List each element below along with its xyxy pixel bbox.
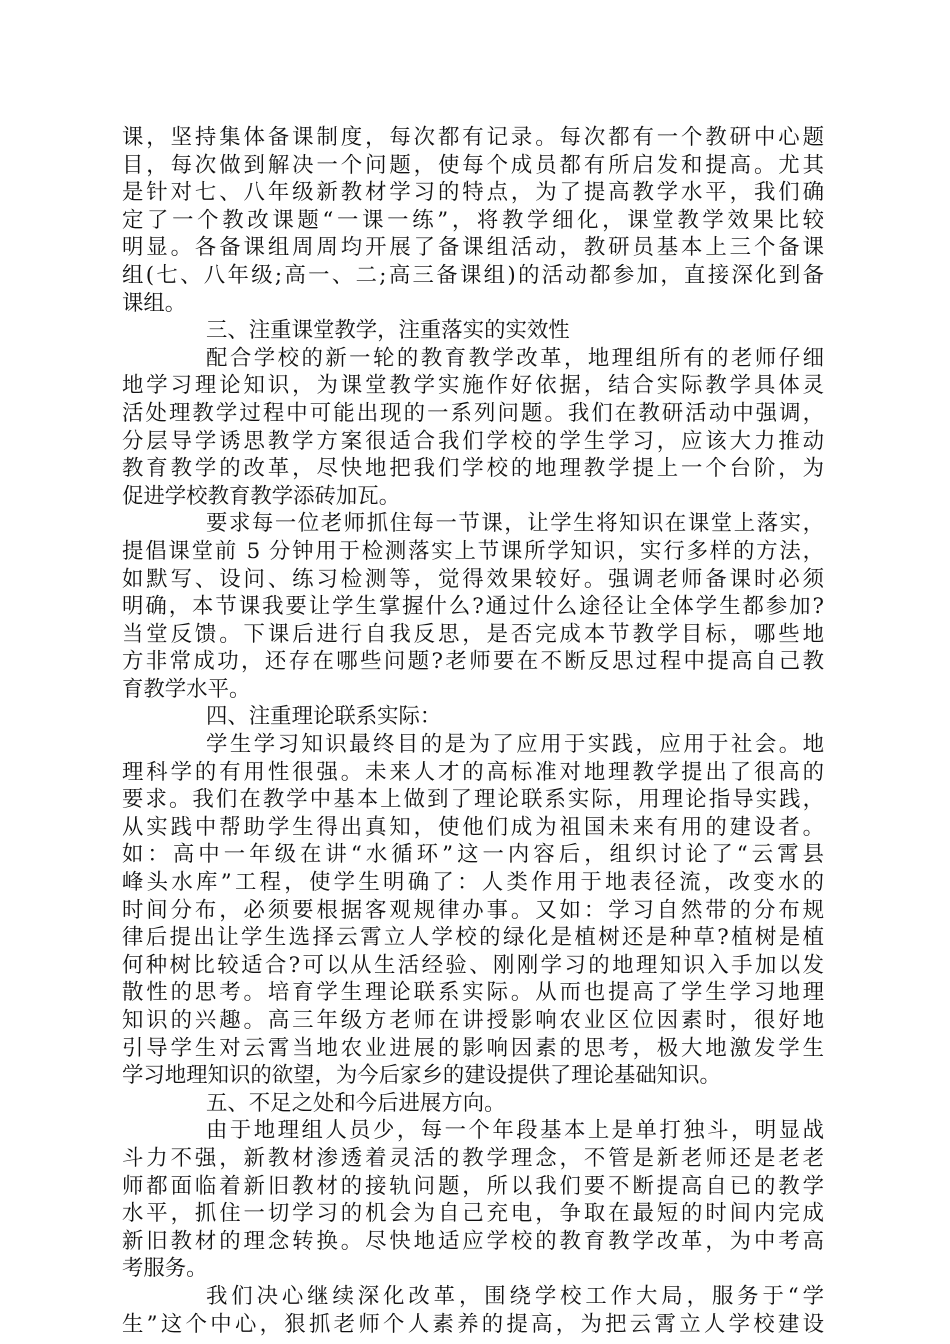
text-line: 新旧教材的理念转换。尽快地适应学校的教育教学改革，为中考高 <box>122 1228 824 1254</box>
paragraph <box>122 731 824 1090</box>
paragraph <box>122 1283 824 1338</box>
paragraph <box>122 124 824 317</box>
heading-text: 五、不足之处和今后进展方向。 <box>206 1090 506 1116</box>
text-line: 知识的兴趣。高三年级方老师在讲授影响农业区位因素时，很好地 <box>122 1008 824 1033</box>
text-line: 教育教学的改革，尽快地把我们学校的地理教学提上一个台阶，为 <box>122 456 824 482</box>
text-line: 分层导学诱思教学方案很适合我们学校的学生学习，应该大力推动 <box>122 428 824 454</box>
text-line: 课，坚持集体备课制度，每次都有记录。每次都有一个教研中心题 <box>122 125 824 150</box>
text-line: 如默写、设问、练习检测等，觉得效果较好。强调老师备课时必须 <box>122 566 824 592</box>
text-line: 由于地理组人员少，每一个年段基本上是单打独斗，明显战 <box>206 1118 824 1144</box>
text-line: 律后提出让学生选择云霄立人学校的绿化是植树还是种草?植树是植 <box>122 925 824 951</box>
text-line: 方非常成功，还存在哪些问题?老师要在不断反思过程中提高自己教 <box>122 649 824 675</box>
text-line: 学习地理知识的欲望，为今后家乡的建设提供了理论基础知识。 <box>122 1063 721 1089</box>
heading-text: 四、注重理论联系实际： <box>206 704 442 730</box>
text-line: 提倡课堂前 5 分钟用于检测落实上节课所学知识，实行多样的方法， <box>122 538 824 564</box>
text-line: 峰头水库”工程，使学生明确了：人类作用于地表径流，改变水的 <box>122 870 824 896</box>
text-line: 明显。各备课组周周均开展了备课组活动，教研员基本上三个备课 <box>122 235 824 261</box>
text-line: 生”这个中心，狠抓老师个人素养的提高，为把云霄立人学校建设 <box>122 1311 824 1337</box>
text-line: 考服务。 <box>122 1256 208 1282</box>
text-line: 课组。 <box>122 290 187 316</box>
text-line: 学生学习知识最终目的是为了应用于实践，应用于社会。地 <box>206 732 824 758</box>
text-line: 斗力不强，新教材渗透着灵活的教学理念，不管是新老师还是老老 <box>122 1145 824 1171</box>
section-heading <box>122 703 824 731</box>
heading-text: 三、注重课堂教学，注重落实的实效性 <box>206 318 570 344</box>
text-line: 我们决心继续深化改革，围绕学校工作大局，服务于“学 <box>206 1283 824 1309</box>
document-page <box>122 124 824 1338</box>
text-line: 育教学水平。 <box>122 676 251 702</box>
text-line: 明确，本节课我要让学生掌握什么?通过什么途径让全体学生都参加? <box>122 594 824 620</box>
text-line: 师都面临着新旧教材的接轨问题，所以我们要不断提高自已的教学 <box>122 1173 824 1199</box>
text-line: 是针对七、八年级新教材学习的特点，为了提高教学水平，我们确 <box>122 180 824 206</box>
text-line: 何种树比较适合?可以从生活经验、刚刚学习的地理知识入手加以发 <box>122 952 824 978</box>
paragraph <box>122 345 824 511</box>
text-line: 散性的思考。培育学生理论联系实际。从而也提高了学生学习地理 <box>122 980 824 1006</box>
text-line: 定了一个教改课题“一课一练”，将教学细化，课堂教学效果比较 <box>122 207 824 233</box>
section-heading <box>122 1090 824 1118</box>
text-line: 要求每一位老师抓住每一节课，让学生将知识在课堂上落实， <box>206 511 824 537</box>
text-line: 组(七、八年级;高一、二;高三备课组)的活动都参加，直接深化到备 <box>122 262 824 288</box>
text-line: 如：高中一年级在讲“水循环”这一内容后，组织讨论了“云霄县 <box>122 842 824 868</box>
text-line: 地学习理论知识，为课堂教学实施作好依据，结合实际教学具体灵 <box>122 373 824 399</box>
text-line: 引导学生对云霄当地农业进展的影响因素的思考，极大地激发学生 <box>122 1035 824 1061</box>
text-line: 促进学校教育教学添砖加瓦。 <box>122 483 401 509</box>
text-line: 理科学的有用性很强。未来人才的高标准对地理教学提出了很高的 <box>122 759 824 785</box>
text-line: 当堂反馈。下课后进行自我反思，是否完成本节教学目标，哪些地 <box>122 621 824 647</box>
text-line: 时间分布，必须要根据客观规律办事。又如：学习自然带的分布规 <box>122 897 824 923</box>
text-line: 水平，抓住一切学习的机会为自己充电，争取在最短的时间内完成 <box>122 1201 824 1227</box>
text-line: 活处理教学过程中可能出现的一系列问题。我们在教研活动中强调， <box>122 400 824 426</box>
paragraph <box>122 1117 824 1283</box>
text-line: 从实践中帮助学生得出真知，使他们成为祖国未来有用的建设者。 <box>122 814 824 840</box>
section-heading <box>122 317 824 345</box>
text-line: 配合学校的新一轮的教育教学改革，地理组所有的老师仔细 <box>206 345 824 371</box>
text-line: 目，每次做到解决一个问题，使每个成员都有所启发和提高。尤其 <box>122 152 824 178</box>
paragraph <box>122 510 824 703</box>
text-line: 要求。我们在教学中基本上做到了理论联系实际，用理论指导实践， <box>122 787 824 813</box>
